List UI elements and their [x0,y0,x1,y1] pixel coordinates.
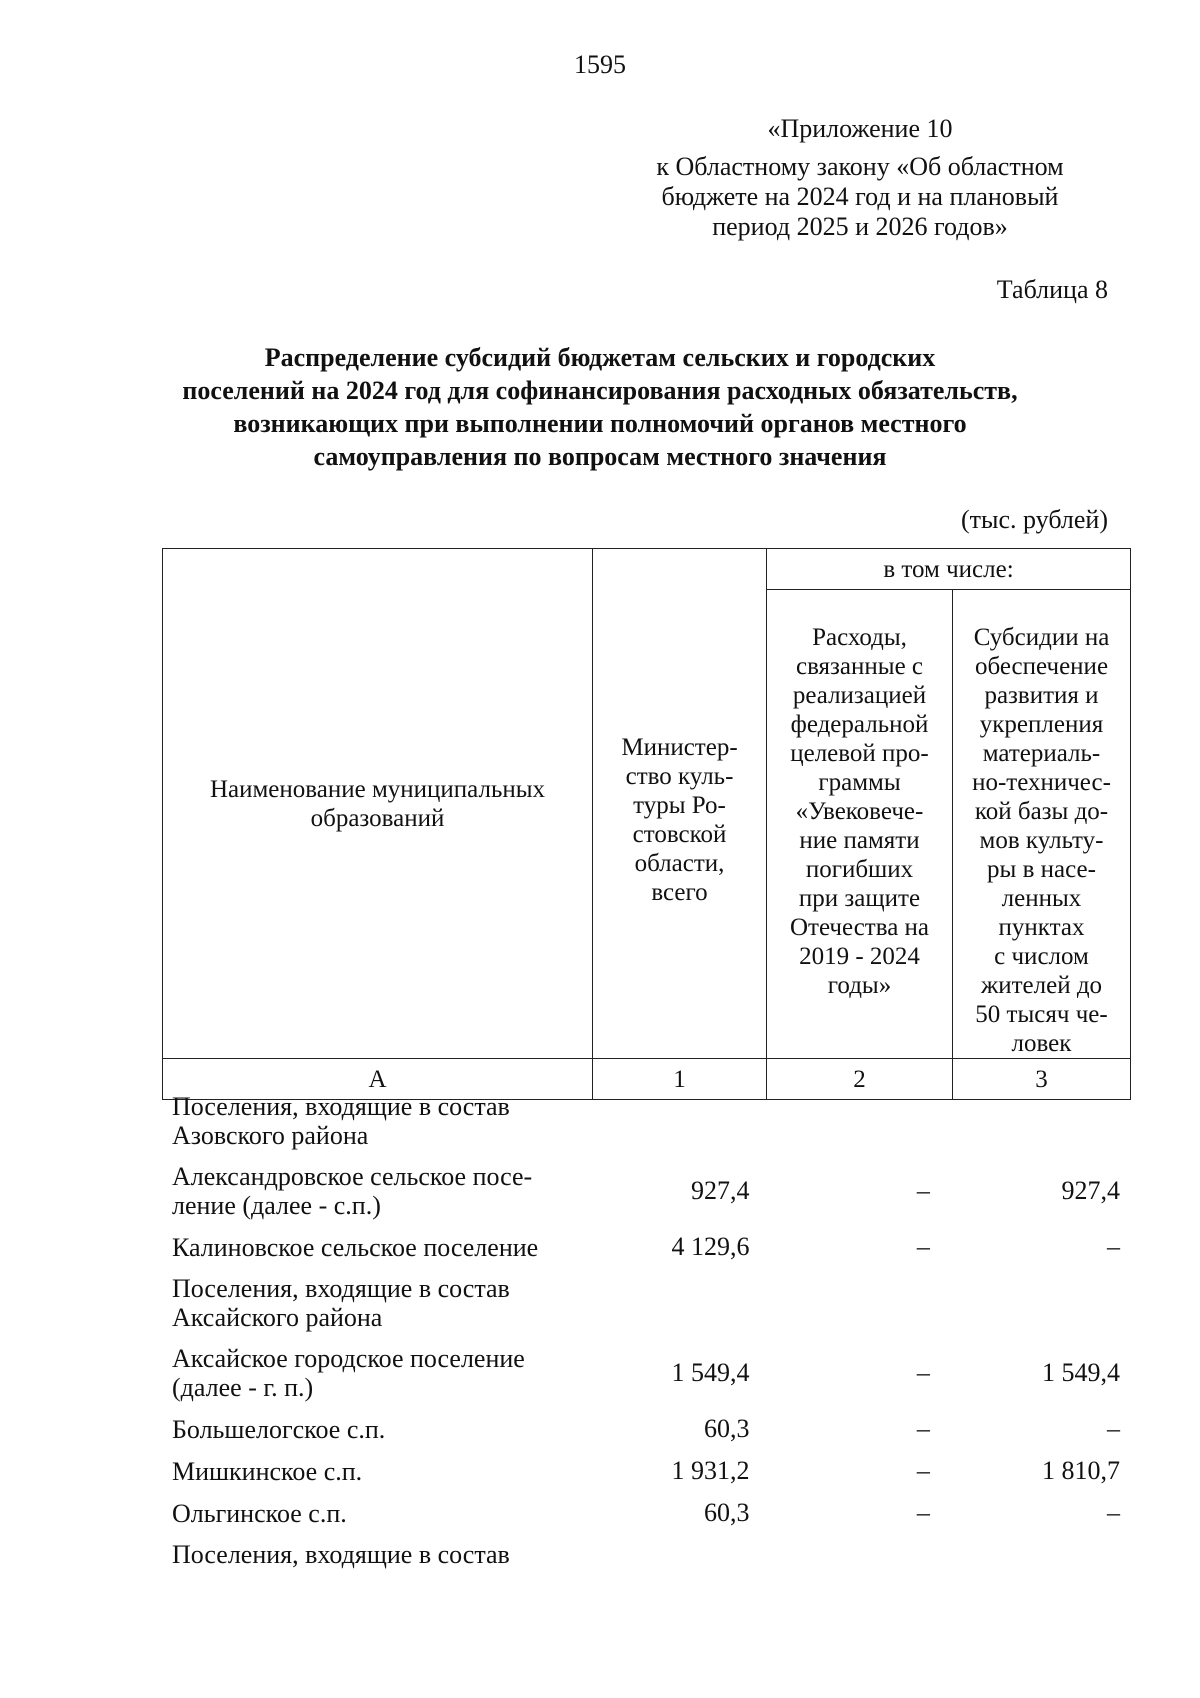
row-col3: 1 549,4 [1042,1358,1120,1387]
column-letter-a: А [163,1059,593,1100]
group-row [162,1092,1130,1150]
row-col2: – [916,1456,930,1485]
annex-law-reference: к Областному закону «Об областном бюджете на 2024 год и на плановый период 2025 и 2026 годов» [656,152,1064,241]
table-header [162,548,1131,1100]
row-col3: – [1107,1498,1120,1527]
column-letter-1: 1 [593,1059,767,1100]
row-total: 1 549,4 [671,1358,750,1387]
row-name: Ольгинское с.п. [172,1498,347,1528]
row-col3: – [1107,1414,1120,1443]
row-total: 4 129,6 [671,1232,750,1261]
row-col3: – [1107,1232,1120,1261]
row-total: 927,4 [691,1176,750,1205]
group-name: Поселения, входящие в состав Азовского района [172,1092,510,1150]
table-row [162,1162,1130,1220]
row-name: Мишкинское с.п. [172,1456,363,1486]
table-row [162,1232,1130,1262]
column-letter-2: 2 [767,1059,953,1100]
row-col2: – [916,1498,930,1527]
header-col2-cell [767,590,953,1059]
header-total: Министер- ство куль- туры Ро- стовской области, всего [621,734,738,906]
group-row [162,1540,1130,1569]
group-name: Поселения, входящие в состав [172,1540,510,1569]
group-row [162,1274,1130,1332]
table-row [162,1498,1130,1528]
annex-title: «Приложение 10 [767,114,953,143]
row-name: Аксайское городское поселение (далее - г. п.) [172,1344,525,1402]
header-name-cell [163,549,593,1059]
table-row [162,1344,1130,1402]
row-col2: – [916,1232,930,1261]
table-body [162,1092,1130,1581]
page-number: 1595 [574,50,626,79]
header-including: в том числе: [767,549,1131,590]
row-col3: 927,4 [1061,1176,1120,1205]
header-name: Наименование муниципальных образований [209,775,546,832]
units-label: (тыс. рублей) [960,505,1108,534]
header-col2: Расходы, связанные с реализацией федеральной целевой про- граммы «Увековече- ние памяти погибших при защите Отечества на 2019 - 2024 годы» [789,624,930,999]
annex-block [640,113,1080,242]
row-name: Александровское сельское посе- ление (далее - с.п.) [172,1162,533,1220]
row-col2: – [916,1414,930,1443]
table-number: Таблица 8 [996,275,1108,304]
row-total: 1 931,2 [671,1456,750,1485]
row-name: Большелогское с.п. [172,1414,386,1444]
row-name: Калиновское сельское поселение [172,1232,539,1262]
header-col3-cell [953,590,1131,1059]
column-letter-3: 3 [953,1059,1131,1100]
header-total-cell [593,549,767,1059]
header-col3: Субсидии на обеспечение развития и укрепления материаль- но-техничес- кой базы до- мов культу- ры в насе- ленных пунктах с числом жителей до 50 тысяч че- ловек [972,624,1111,1057]
row-total: 60,3 [704,1414,750,1443]
document-title: Распределение субсидий бюджетам сельских и городских поселений на 2024 год для софинансирования расходных обязательств, возникающих при выполнении полномочий органов местного самоуправления по вопросам местного значения [182,343,1018,471]
row-total: 60,3 [704,1498,750,1527]
row-col2: – [916,1358,930,1387]
group-name: Поселения, входящие в состав Аксайского района [172,1274,510,1332]
table-row [162,1456,1130,1486]
row-col2: – [916,1176,930,1205]
table-row [162,1414,1130,1444]
row-col3: 1 810,7 [1042,1456,1120,1485]
